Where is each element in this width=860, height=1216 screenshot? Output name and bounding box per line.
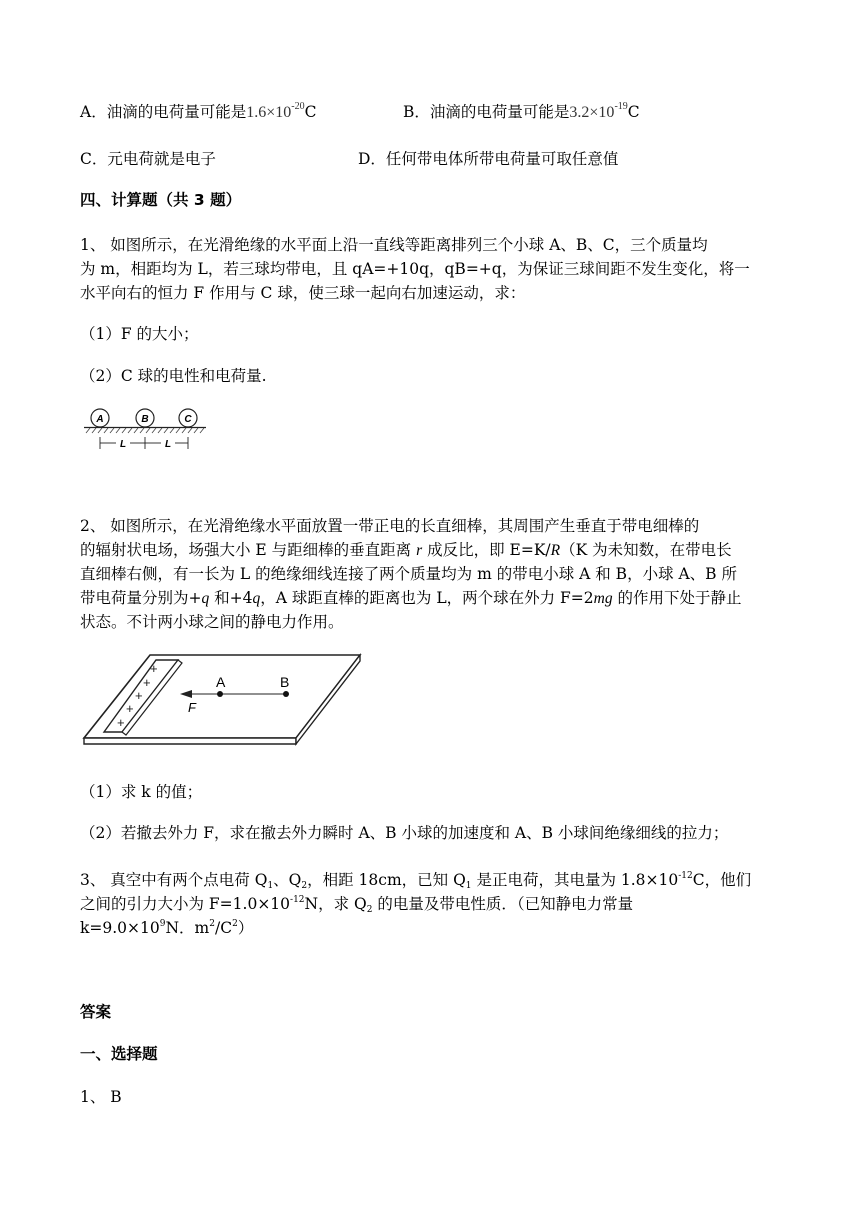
distance-markers (100, 437, 188, 449)
option-b-mantissa: 3.2×10 (569, 104, 615, 121)
option-a-text: A．油滴的电荷量可能是 (80, 103, 247, 121)
option-a (80, 97, 316, 123)
q3-line-1-part-e: C，他们 (692, 871, 752, 889)
q3-line-3-part-c: /C (214, 919, 233, 937)
q1-sub-1: （1）F 的大小； (80, 325, 199, 343)
q2-line-2-part-a: 的辐射状电场，场强大小 E 与距细棒的垂直距离 (80, 541, 417, 559)
q2-var-R: R (550, 542, 561, 559)
option-a-mantissa: 1.6×10 (246, 104, 292, 121)
q3-line-3 (80, 914, 253, 938)
ball-b-label: B (141, 414, 149, 425)
option-b-text: B．油滴的电荷量可能是 (403, 103, 570, 121)
option-b-formula (569, 101, 628, 121)
q2-line-4-part-c: ，A 球距直棒的距离也为 L，两个球在外力 F=2 (260, 589, 594, 607)
q2-line-2-part-c: （K 为未知数，在带电长 (560, 541, 732, 559)
q3-line-2-part-b: N，求 Q (304, 895, 367, 913)
q1-sub-2: （2）C 球的电性和电荷量. (80, 367, 267, 385)
svg-text:+: + (150, 661, 158, 676)
q2-line-2 (80, 540, 732, 561)
q1-line-1: 1、 如图所示，在光滑绝缘的水平面上沿一直线等距离排列三个小球 A、B、C，三个质量均 (80, 236, 708, 254)
q2-line-2-part-b: 成反比，即 E=K/ (422, 541, 551, 559)
q3-line-1-part-c: ，相距 18cm，已知 Q (307, 871, 466, 889)
section-4-title: 四、计算题（共 3 题） (80, 191, 242, 209)
ball-a-label: A (96, 414, 104, 425)
q1-figure-three-balls (84, 406, 208, 454)
option-c: C．元电荷就是电子 (80, 150, 216, 168)
q2-line-4-part-b: 和+4 (209, 589, 253, 607)
q3-sub-1: 1 (267, 881, 274, 891)
q3-sup-3: 9 (159, 919, 166, 929)
option-b-exponent: -19 (614, 101, 628, 112)
option-a-unit: C (304, 103, 317, 121)
surface-hatching (86, 428, 204, 433)
q3-sup-5: 2 (232, 919, 238, 929)
q2-var-q1: q (201, 590, 210, 607)
q3-sub-4: 2 (366, 905, 373, 915)
option-a-formula (246, 101, 305, 121)
q3-sub-3: 1 (465, 881, 472, 891)
option-b (403, 97, 640, 123)
svg-text:+: + (126, 701, 134, 716)
q3-sup-4: 2 (209, 919, 215, 929)
ball-b-label: B (280, 674, 290, 690)
q3-line-3-part-d: ） (237, 919, 254, 937)
q3-line-1-part-a: 3、 真空中有两个点电荷 Q (80, 871, 268, 889)
ball-b-dot (283, 691, 289, 697)
q3-line-3-part-a: k=9.0×10 (80, 919, 160, 937)
ball-a-dot (217, 691, 223, 697)
option-d: D．任何带电体所带电荷量可取任意值 (358, 150, 619, 168)
q2-figure-rod-and-balls (80, 652, 364, 754)
q1-line-3: 水平向右的恒力 F 作用与 C 球，使三球一起向右加速运动，求： (80, 284, 526, 302)
q2-line-4-part-a: 带电荷量分别为+ (80, 589, 202, 607)
q3-sup-2: -12 (290, 895, 305, 905)
ball-a-label: A (216, 674, 226, 690)
q3-line-2-part-a: 之间的引力大小为 F=1.0×10 (80, 895, 291, 913)
q2-line-1: 2、 如图所示，在光滑绝缘水平面放置一带正电的长直细棒，其周围产生垂直于带电细棒的 (80, 517, 700, 535)
option-a-exponent: -20 (291, 101, 305, 112)
svg-text:+: + (117, 715, 125, 730)
q3-sup-1: -12 (678, 871, 693, 881)
q2-line-3: 直细棒右侧，有一长为 L 的绝缘细线连接了两个质量均为 m 的带电小球 A 和 B，小球 A、B 所 (80, 565, 738, 583)
svg-text:+: + (143, 675, 151, 690)
option-b-unit: C (627, 103, 640, 121)
q2-line-4-part-d: 的作用下处于静止 (612, 589, 742, 607)
q3-line-3-part-b: N．m (165, 919, 210, 937)
answer-1: 1、 B (80, 1088, 122, 1106)
q2-sub-2: （2）若撤去外力 F，求在撤去外力瞬时 A、B 小球的加速度和 A、B 小球间绝缘细线的拉力； (80, 824, 729, 842)
q2-var-r: r (416, 542, 423, 559)
q3-line-1-part-d: 是正电荷，其电量为 1.8×10 (471, 871, 679, 889)
q2-line-5: 状态。不计两小球之间的静电力作用。 (80, 613, 344, 631)
answers-title: 答案 (80, 1003, 112, 1021)
q3-line-1-part-b: 、Q (273, 871, 302, 889)
ball-c-label: C (184, 414, 192, 425)
q2-var-q2: q (252, 590, 261, 607)
q3-line-2-part-c: 的电量及带电性质．（已知静电力常量 (372, 895, 634, 913)
q1-line-2: 为 m，相距均为 L，若三球均带电，且 qA=+10q，qB=+q，为保证三球间距不发生变化，将一 (80, 260, 750, 278)
svg-text:+: + (135, 688, 143, 703)
q3-sub-2: 2 (301, 881, 308, 891)
q2-var-mg: mg (593, 590, 613, 607)
q2-line-4 (80, 588, 742, 609)
answers-section-1: 一、选择题 (80, 1045, 158, 1063)
distance-label-ab: L (119, 439, 127, 450)
force-label: F (188, 700, 196, 715)
plate-edge-front (84, 738, 296, 744)
distance-label-bc: L (164, 439, 172, 450)
q2-sub-1: （1）求 k 的值； (80, 783, 203, 801)
